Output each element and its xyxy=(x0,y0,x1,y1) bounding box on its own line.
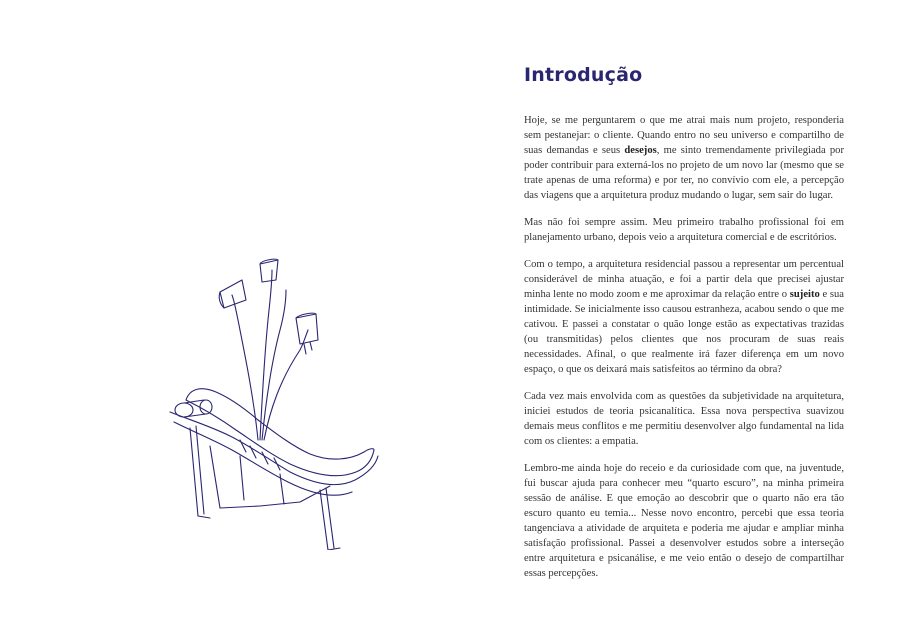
paragraph-1: Hoje, se me perguntarem o que me atrai mais num projeto, responderia sem pestanejar: o cliente. Quando entro no seu universo e compartilho de suas demandas e seus desejos, me sinto tremendamente privilegiada por poder contribuir para externá-los no projeto de um novo lar (mesmo que se trate apenas de uma reforma) e por ter, no convívio com ele, a percepção das viagens que a arquitetura produz mudando o lugar, sem sair do lugar. xyxy=(524,115,844,201)
paragraph-3: Com o tempo, a arquitetura residencial passou a representar um percentual considerável de minha atuação, e foi a partir dela que precisei ajustar minha lente no modo zoom e me aproximar da relação entre o sujeito e sua intimidade. Se inicialmente isso causou estranheza, acabou sendo o que me cativou. E passei a constatar o quão longe estão as expectativas trazidas (ou transmitidas) pelos clientes que nos procuram de suas reais necessidades. Afinal, o que realmente irá fazer diferença em um novo espaço, o que os deixará mais satisfeitos ao término da obra? xyxy=(524,259,844,375)
chair-lamp-sketch-illustration xyxy=(150,250,410,550)
paragraph-4: Cada vez mais envolvida com as questões da subjetividade na arquitetura, iniciei estudos de teoria psicanalítica. Essa nova perspectiva suavizou demais meus conflitos e me permitiu desenvolver algo fundamental na lida com os clientes: a empatia. xyxy=(524,391,844,447)
page-title: Introdução xyxy=(524,64,643,86)
right-page xyxy=(524,64,844,593)
paragraph-2: Mas não foi sempre assim. Meu primeiro trabalho profissional foi em planejamento urbano, depois veio a arquitetura comercial e de escritórios. xyxy=(524,217,844,243)
paragraph-5: Lembro-me ainda hoje do receio e da curiosidade com que, na juventude, fui buscar ajuda para conhecer meu “quarto escuro”, na minha primeira sessão de análise. E que emoção ao descobrir que o quarto não era tão escuro quanto eu temia... Nesse novo encontro, percebi que essa teoria tangenciava a atividade de arquiteta e poderia me ajudar e ampliar minha satisfação profissional. Passei a desenvolver estudos sobre a interseção entre arquitetura e psicanálise, e me veio então o desejo de compartilhar essas percepções. xyxy=(524,463,844,579)
